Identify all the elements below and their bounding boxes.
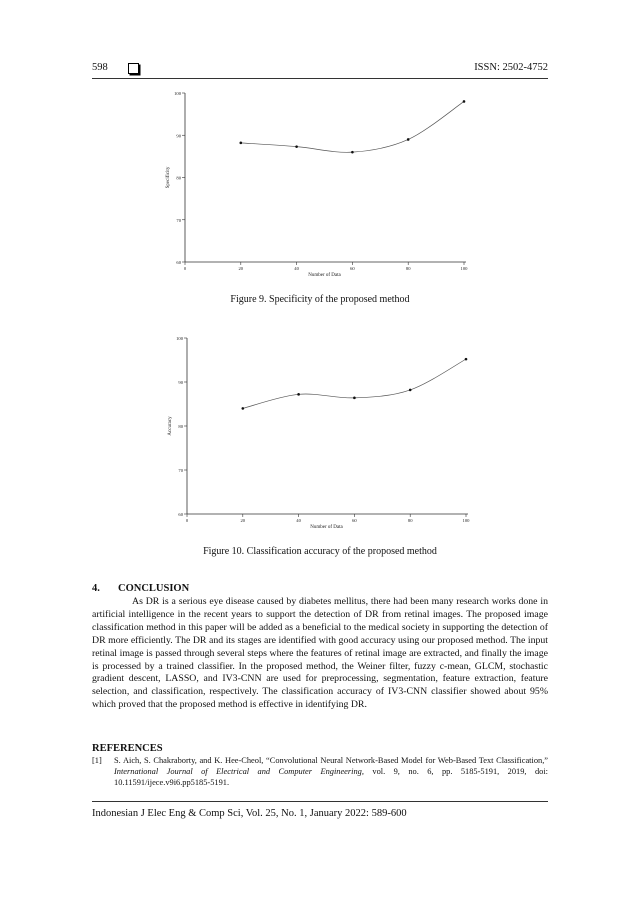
page-header [92,62,548,78]
page-number: 598 [92,62,108,73]
y-axis-label: Accuracy [168,416,173,436]
x-tick-label: 60 [352,518,357,523]
page-footer: Indonesian J Elec Eng & Comp Sci, Vol. 25, No. 1, January 2022: 589-600 [92,808,407,819]
header-rule [92,78,548,79]
conclusion-paragraph: As DR is a serious eye disease caused by diabetes mellitus, there had been many research works done in artificial intelligence in the recent years to support the detection of DR from retinal images. The proposed image classification method in this paper will be added as a beneficial to the medical society in supporting the detection of DR more efficiently. The DR and its stages are identified with good accuracy using our proposed method. The input retinal image is passed through several steps where the features of retinal image are extracted, and finally the image is processed by a trained classifier. In the proposed method, the Weiner filter, fuzzy c-mean, GLCM, stochastic gradient descent, LASSO, and IV3-CNN are used for preprocessing, segmentation, feature extraction, feature selection, and classification, respectively. The classification accuracy of IV3-CNN classifier showed about 95% which proved that the proposed method is effective in identifying DR. [92,596,548,711]
x-tick-label: 80 [405,266,411,271]
x-tick-label: 100 [460,266,468,271]
x-tick-label: 40 [296,518,301,523]
section-heading [92,583,189,594]
y-axis-label: Specificity [166,166,171,189]
section-number: 4. [92,583,100,594]
data-point [351,151,354,154]
reference-number: [1] [92,756,102,765]
data-point [353,397,356,400]
y-tick-label: 90 [176,133,181,139]
box-icon [128,63,139,74]
x-tick-label: 20 [238,266,244,271]
reference-text [114,756,548,788]
issn: ISSN: 2502-4752 [474,62,548,73]
x-axis-label: Number of Data [310,525,343,530]
figure-10-caption: Figure 10. Classification accuracy of the proposed method [203,546,437,557]
x-tick-label: 40 [294,266,299,271]
x-tick-label: 80 [407,518,413,523]
x-tick-label: 100 [462,518,470,523]
y-tick-label: 60 [178,512,183,517]
figure-9-caption: Figure 9. Specificity of the proposed method [230,294,410,305]
reference-journal: International Journal of Electrical and Computer Engineering, [114,766,364,776]
section-title: CONCLUSION [118,583,190,594]
footer-rule [92,801,548,802]
x-tick-label: 60 [350,266,355,271]
x-tick-label: 20 [240,518,246,523]
y-tick-label: 60 [176,260,181,265]
series-line [241,101,464,152]
x-tick-label: 0 [183,266,187,271]
data-point [242,407,245,410]
data-point [295,145,298,148]
y-tick-label: 80 [178,424,183,429]
reference-authors: S. Aich, S. Chakraborty, and K. Hee-Cheol, “Convolutional Neural Network-Based Model for Web-Based Text Classification,” [114,756,548,765]
reference-details: vol. 9, no. 6, pp. 5185-5191, 2019, doi: 10.11591/ijece.v9i6.pp5185-5191. [114,766,548,787]
data-point [297,393,300,396]
data-point [407,138,410,141]
data-point [409,389,412,392]
data-point [465,358,468,361]
y-tick-label: 100 [176,336,183,341]
y-tick-label: 100 [174,91,181,96]
x-tick-label: 0 [185,518,189,523]
y-tick-label: 70 [178,468,183,473]
data-point [463,100,466,103]
y-tick-label: 70 [176,217,181,223]
y-tick-label: 80 [176,175,181,181]
references-heading: REFERENCES [92,743,163,754]
x-axis-label: Number of Data [308,273,341,278]
data-point [240,142,243,145]
y-tick-label: 90 [178,380,183,385]
series-line [243,359,466,408]
